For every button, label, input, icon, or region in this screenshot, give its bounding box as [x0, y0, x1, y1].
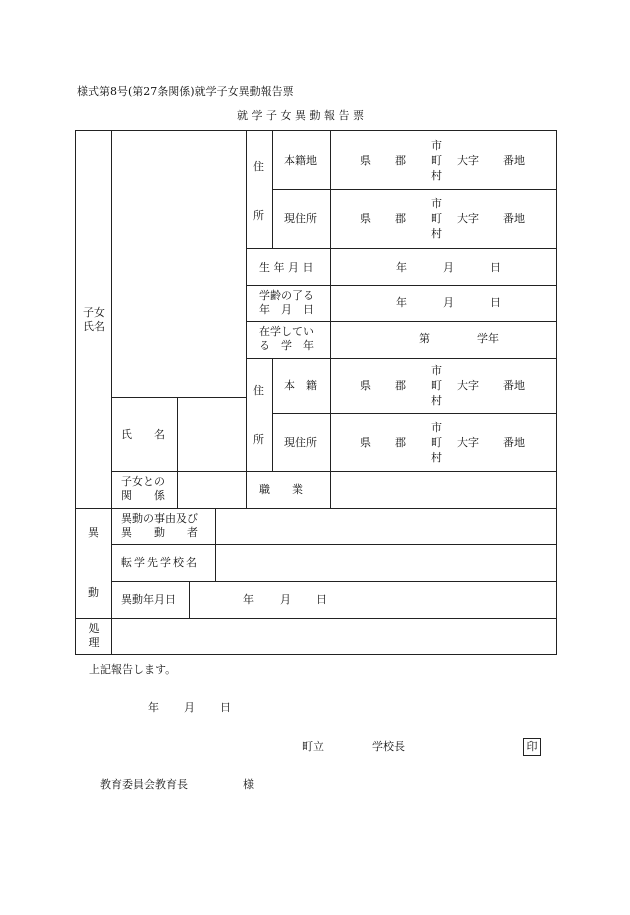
guardian-address-label-top: 住	[253, 384, 264, 397]
processing-label: 処 理	[88, 622, 100, 649]
relation-label: 子女との 関 係	[121, 475, 165, 502]
addressee-label: 教育委員会教育長	[100, 778, 188, 791]
birthdate-label: 生 年 月 日	[259, 261, 314, 274]
transfer-date-label: 異動年月日	[121, 593, 176, 606]
guardian-name-label: 氏 名	[121, 428, 165, 441]
honorific: 様	[243, 778, 254, 791]
guardian-current-address-label: 現住所	[284, 436, 317, 449]
child-address-label-bottom: 所	[253, 209, 264, 222]
guardian-address-label-bottom: 所	[253, 433, 264, 446]
grade-label: 在学してい る 学 年	[259, 325, 314, 352]
child-domicile-label: 本籍地	[284, 154, 317, 167]
child-current-address-label: 現住所	[284, 212, 317, 225]
child-address-label-top: 住	[253, 160, 264, 173]
transfer-label-bottom: 動	[88, 586, 99, 599]
form-title: 就 学 子 女 異 動 報 告 票	[237, 109, 364, 122]
principal-label: 学校長	[372, 740, 405, 753]
report-statement: 上記報告します。	[89, 663, 177, 676]
completion-date-label: 学齢の了る 年 月 日	[259, 289, 314, 316]
seal-stamp: 印	[523, 738, 541, 756]
transfer-label-top: 異	[88, 526, 99, 539]
town-label: 町立	[302, 740, 324, 753]
occupation-label: 職 業	[259, 483, 303, 496]
transfer-school-label: 転学先学校名	[121, 556, 199, 569]
transfer-reason-label: 異動の事由及び 異 動 者	[121, 512, 198, 539]
child-name-label: 子女 氏名	[83, 306, 105, 333]
guardian-domicile-label: 本 籍	[284, 379, 317, 392]
grade-suffix: 学年	[477, 332, 499, 345]
form-number-label: 様式第8号(第27条関係)就学子女異動報告票	[77, 85, 294, 98]
grade-prefix: 第	[419, 332, 430, 345]
